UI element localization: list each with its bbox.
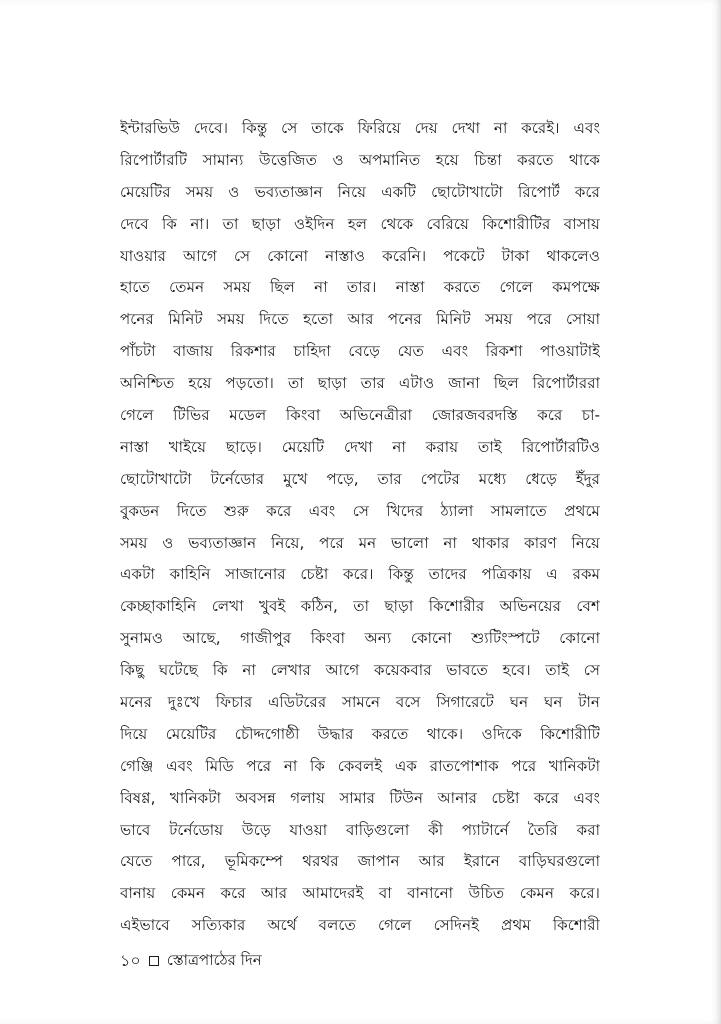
text-line: গেঞ্জি এবং মিডি পরে না কি কেবলই এক রাতপোশাক পরে খানিকটা: [120, 756, 600, 775]
text-line: দিয়ে মেয়েটির চৌদ্দগোষ্ঠী উদ্ধার করতে থাকে। ওদিকে কিশোরীটি: [120, 724, 600, 743]
text-line: মেয়েটির সময় ও ভব্যতাজ্ঞান নিয়ে একটি ছোটোখাটো রিপোর্ট করে: [120, 182, 600, 201]
page-footer: [120, 948, 262, 974]
book-title: স্তোত্রপাঠের দিন: [166, 950, 262, 969]
text-line: নাস্তা খাইয়ে ছাড়ে। মেয়েটি দেখা না করায় তাই রিপোর্টারটিও: [120, 437, 600, 456]
separator-square-icon: [149, 956, 159, 966]
text-line: কিছু ঘটেছে কি না লেখার আগে কয়েকবার ভাবতে হবে। তাই সে: [120, 661, 600, 680]
text-line: বুকডন দিতে শুরু করে এবং সে খিদের ঠ্যালা সামলাতে প্রথমে: [120, 501, 600, 520]
text-line: বিষণ্ণ, খানিকটা অবসন্ন গলায় সামার টিউন আনার চেষ্টা করে এবং: [120, 788, 600, 807]
text-line: দেবে কি না। তা ছাড়া ওইদিন হল থেকে বেরিয়ে কিশোরীটির বাসায়: [120, 214, 600, 233]
text-line: অনিশ্চিত হয়ে পড়তো। তা ছাড়া তার এটাও জানা ছিল রিপোর্টাররা: [120, 374, 600, 393]
text-line: ছোটোখাটো টর্নেডোর মুখে পড়ে, তার পেটের মধ্যে ধেড়ে ইঁদুর: [120, 469, 600, 488]
text-line: রিপোর্টারটি সামান্য উত্তেজিত ও অপমানিত হয়ে চিন্তা করতে থাকে: [120, 150, 600, 169]
body-text: [120, 113, 600, 942]
text-line: যেতে পারে, ভূমিকম্পে থরথর জাপান আর ইরানে বাড়িঘরগুলো: [120, 852, 600, 871]
text-line: এইভাবে সত্যিকার অর্থে বলতে গেলে সেদিনই প্রথম কিশোরী: [120, 916, 600, 935]
text-line: ভাবে টর্নেডোয় উড়ে যাওয়া বাড়িগুলো কী প্যাটার্নে তৈরি করা: [120, 820, 600, 839]
text-line: একটা কাহিনি সাজানোর চেষ্টা করে। কিন্তু তাদের পত্রিকায় এ রকম: [120, 565, 600, 584]
page-number: ১০: [120, 950, 141, 970]
text-line: গেলে টিভির মডেল কিংবা অভিনেত্রীরা জোরজবরদস্তি করে চা-: [120, 406, 600, 425]
text-line: সুনামও আছে, গাজীপুর কিংবা অন্য কোনো শ্যুটিংস্পটে কোনো: [120, 629, 600, 648]
text-line: পাঁচটা বাজায় রিকশার চাহিদা বেড়ে যেত এবং রিকশা পাওয়াটাই: [120, 342, 600, 361]
text-line: কেচ্ছাকাহিনি লেখা খুবই কঠিন, তা ছাড়া কিশোরীর অভিনয়ের বেশ: [120, 597, 600, 616]
text-line: বানায় কেমন করে আর আমাদেরই বা বানানো উচিত কেমন করে।: [120, 884, 600, 903]
text-line: পনের মিনিট সময় দিতে হতো আর পনের মিনিট সময় পরে সোয়া: [120, 310, 600, 329]
text-line: হাতে তেমন সময় ছিল না তার। নাস্তা করতে গেলে কমপক্ষে: [120, 278, 600, 297]
text-line: সময় ও ভব্যতাজ্ঞান নিয়ে, পরে মন ভালো না থাকার কারণ নিয়ে: [120, 533, 600, 552]
text-line: মনের দুঃখে ফিচার এডিটরের সামনে বসে সিগারেটে ঘন ঘন টান: [120, 693, 600, 712]
text-line: ইন্টারভিউ দেবে। কিন্তু সে তাকে ফিরিয়ে দেয় দেখা না করেই। এবং: [120, 119, 600, 137]
text-line: যাওয়ার আগে সে কোনো নাস্তাও করেনি। পকেটে টাকা থাকলেও: [120, 246, 600, 265]
